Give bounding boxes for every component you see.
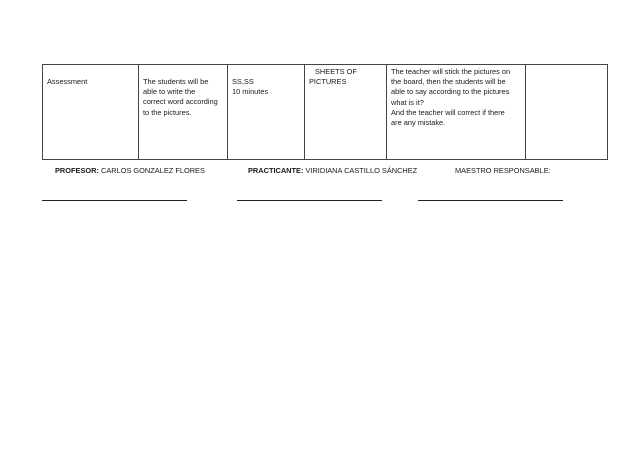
- time-text: 10 minutes: [232, 87, 269, 97]
- signature-labels: [0, 166, 638, 178]
- procedure-line: the board, then the students will be: [391, 77, 506, 87]
- practicante-name: VIRIDIANA CASTILLO SÁNCHEZ: [303, 166, 418, 175]
- materials-cell: [305, 65, 387, 160]
- objective-line: The students will be: [143, 77, 209, 86]
- objective-cell: [139, 65, 228, 160]
- stage-cell: [43, 65, 139, 160]
- profesor-signature-line: [42, 200, 187, 201]
- materials-line: PICTURES: [309, 77, 347, 87]
- practicante-label: PRACTICANTE:: [248, 166, 304, 175]
- practicante-signature-label: [248, 166, 417, 176]
- table-row: [43, 65, 608, 160]
- profesor-name: CARLOS GONZALEZ FLORES: [98, 166, 205, 175]
- procedure-line: The teacher will stick the pictures on: [391, 67, 511, 76]
- objective-line: to the pictures.: [143, 107, 192, 117]
- objective-line: correct word according: [143, 97, 218, 107]
- procedure-line: able to say according to the pictures: [391, 87, 510, 97]
- profesor-signature-label: [55, 166, 205, 176]
- materials-line: SHEETS OF: [315, 67, 357, 76]
- stage-label: Assessment: [47, 77, 88, 86]
- procedure-line: what is it?: [391, 97, 424, 107]
- lesson-plan-table: [42, 64, 608, 160]
- interaction-time-cell: [228, 65, 305, 160]
- profesor-label: PROFESOR:: [55, 166, 99, 175]
- interaction-text: SS,SS: [232, 77, 254, 86]
- empty-cell: [526, 65, 608, 160]
- practicante-signature-line: [237, 200, 382, 201]
- maestro-signature-line: [418, 200, 563, 201]
- objective-line: able to write the: [143, 87, 196, 97]
- maestro-signature-label: MAESTRO RESPONSABLE:: [455, 166, 551, 175]
- procedure-cell: [387, 65, 526, 160]
- procedure-line: are any mistake.: [391, 118, 446, 128]
- procedure-line: And the teacher will correct if there: [391, 107, 505, 117]
